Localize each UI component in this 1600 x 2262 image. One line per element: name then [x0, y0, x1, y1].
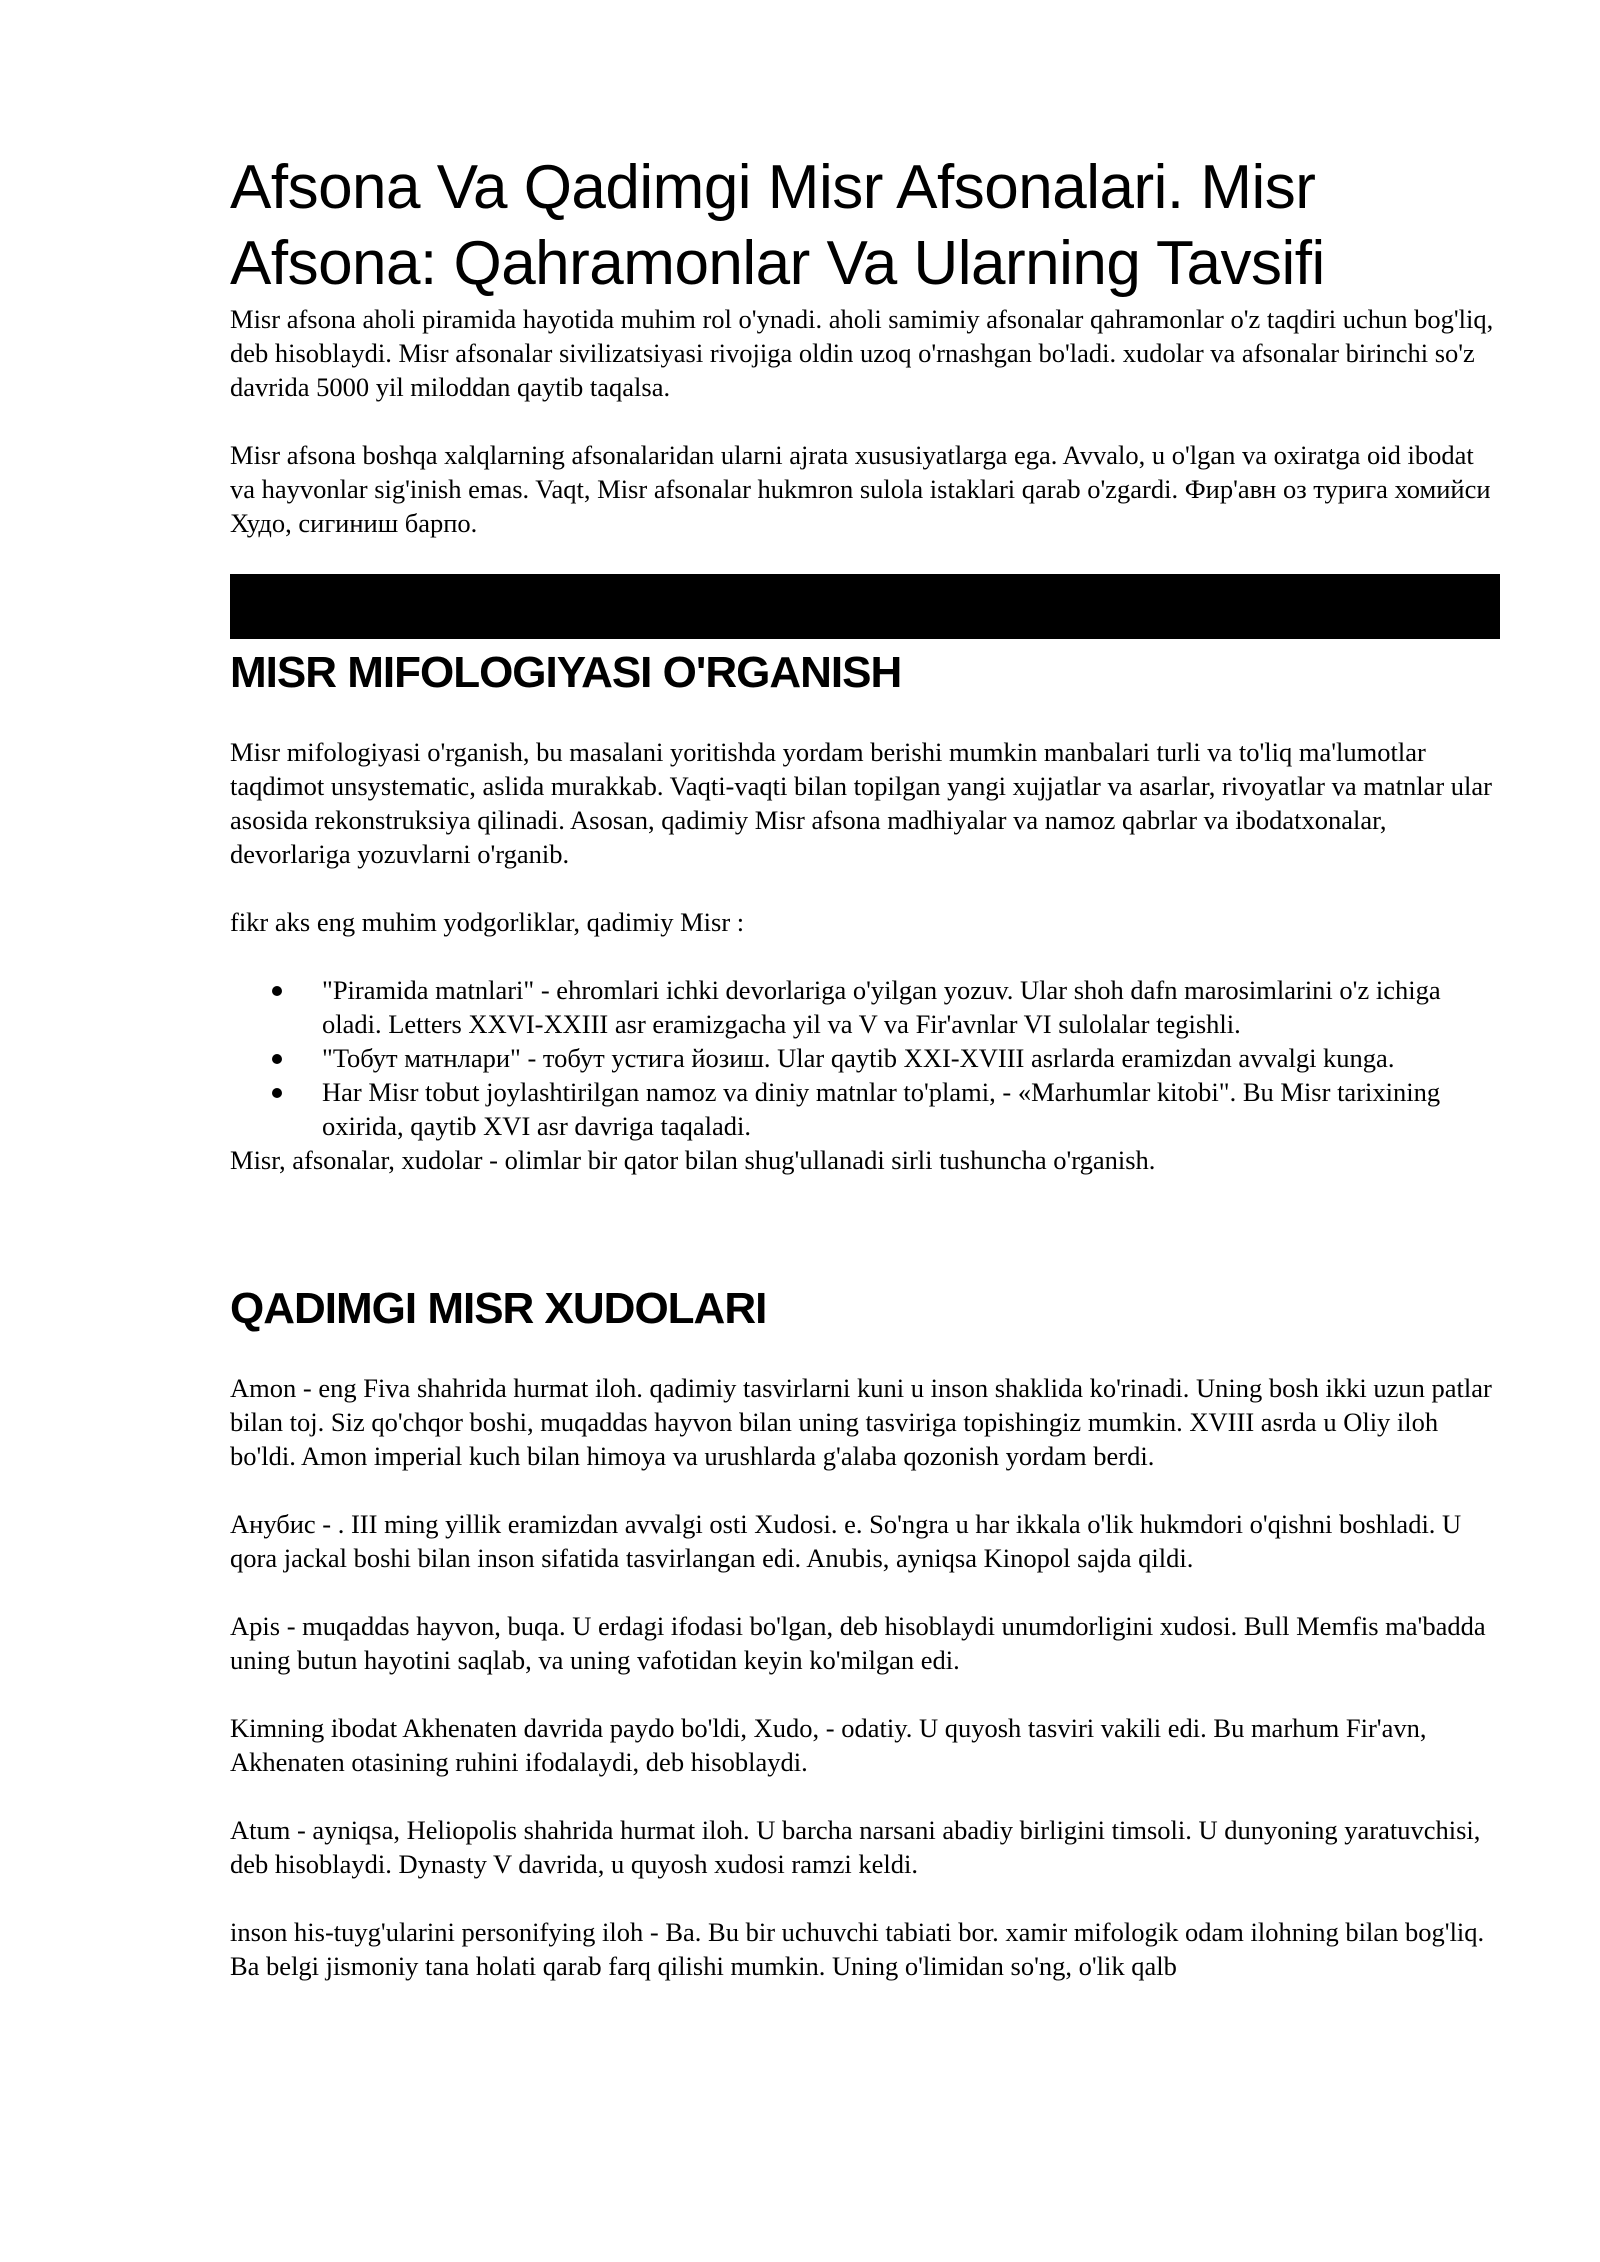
paragraph-spacer [230, 1575, 1500, 1609]
list-item [230, 1041, 1500, 1075]
paragraph-spacer [230, 1881, 1500, 1915]
paragraph-spacer [230, 871, 1500, 905]
intro-paragraph-2: Misr afsona boshqa xalqlarning afsonalaridan ularni ajrata xususiyatlarga ega. Avvalo, u o'lgan va oxiratga oid ibodat va hayvonlar sig'inish emas. Vaqt, Misr afsonalar hukmron sulola istaklari qarab o'zgardi. Фир'авн оз турига хомийси Худо, сигиниш барпо. [230, 440, 1491, 538]
bullet-icon [272, 986, 282, 996]
paragraph-spacer [230, 1677, 1500, 1711]
section-heading-xudolari: QADIMGI MISR XUDOLARI [230, 1284, 767, 1333]
list-item [230, 1075, 1500, 1143]
paragraph-spacer [230, 1779, 1500, 1813]
list-item-text: Har Misr tobut joylashtirilgan namoz va diniy matnlar to'plami, - «Marhumlar kitobi". Bu Misr tarixining oxirida, qaytib XVI asr davriga taqaladi. [322, 1077, 1441, 1141]
section1-paragraph: Misr mifologiyasi o'rganish, bu masalani yoritishda yordam berishi mumkin manbalari turli va to'liq ma'lumotlar taqdimot unsystematic, aslida murakkab. Vaqti-vaqti bilan topilgan yangi xujjatlar va asarlar, rivoyatlar va matnlar ular asosida rekonstruksiya qilinadi. Asosan, qadimiy Misr afsona madhiyalar va namoz qabrlar va ibodatxonalar, devorlariga yozuvlarni o'rganib. [230, 737, 1492, 869]
black-banner [230, 574, 1500, 639]
page-title: Afsona Va Qadimgi Misr Afsonalari. Misr Afsona: Qahramonlar Va Ularning Tavsifi [230, 153, 1325, 298]
section1-closing: Misr, afsonalar, xudolar - olimlar bir qator bilan shug'ullanadi sirli tushuncha o'rganish. [230, 1145, 1156, 1175]
god-paragraph-amon: Amon - eng Fiva shahrida hurmat iloh. qadimiy tasvirlarni kuni u inson shaklida ko'rinadi. Uning bosh ikki uzun patlar bilan toj. Siz qo'chqor boshi, muqaddas hayvon bilan uning tasviriga topishingiz mumkin. XVIII asrda u Oliy iloh bo'ldi. Amon imperial kuch bilan himoya va urushlarda g'alaba qozonish yordam berdi. [230, 1373, 1492, 1471]
god-paragraph-aten: Kimning ibodat Akhenaten davrida paydo bo'ldi, Xudo, - odatiy. U quyosh tasviri vakili edi. Bu marhum Fir'avn, Akhenaten otasining ruhini ifodalaydi, deb hisoblaydi. [230, 1713, 1427, 1777]
bullet-icon [272, 1054, 282, 1064]
list-item-text: "Тобут матнлари" - тобут устига йозиш. Ular qaytib XXI-XVIII asrlarda eramizdan avvalgi kunga. [322, 1043, 1395, 1073]
document-page [230, 150, 1500, 1983]
god-paragraph-atum: Atum - ayniqsa, Heliopolis shahrida hurmat iloh. U barcha narsani abadiy birligini timsoli. U dunyoning yaratuvchisi, deb hisoblaydi. Dynasty V davrida, u quyosh xudosi ramzi keldi. [230, 1815, 1481, 1879]
monuments-list [230, 973, 1500, 1143]
list-intro: fikr aks eng muhim yodgorliklar, qadimiy Misr : [230, 907, 745, 937]
paragraph-spacer [230, 404, 1500, 438]
list-item-text: "Piramida matnlari" - ehromlari ichki devorlariga o'yilgan yozuv. Ular shoh dafn marosimlarini o'z ichiga oladi. Letters XXVI-XXIII asr eramizgacha yil va V va Fir'avnlar VI sulolalar tegishli. [322, 975, 1441, 1039]
paragraph-spacer [230, 1473, 1500, 1507]
intro-paragraph-1: Misr afsona aholi piramida hayotida muhim rol o'ynadi. aholi samimiy afsonalar qahramonlar o'z taqdiri uchun bog'liq, deb hisoblaydi. Misr afsonalar sivilizatsiyasi rivojiga oldin uzoq o'rnashgan bo'ladi. xudolar va afsonalar birinchi so'z davrida 5000 yil miloddan qaytib taqalsa. [230, 304, 1494, 402]
bullet-icon [272, 1088, 282, 1098]
list-item [230, 973, 1500, 1041]
section-heading-misr-mifologiyasi: MISR MIFOLOGIYASI O'RGANISH [230, 648, 902, 697]
god-paragraph-ba: inson his-tuyg'ularini personifying iloh - Ba. Bu bir uchuvchi tabiati bor. xamir mifologik odam ilohning bilan bog'liq. Ba belgi jismoniy tana holati qarab farq qilishi mumkin. Uning o'limidan so'ng, o'lik qalb [230, 1917, 1485, 1981]
god-paragraph-anubis: Анубис - . III ming yillik eramizdan avvalgi osti Xudosi. e. So'ngra u har ikkala o'lik hukmdori o'qishni boshladi. U qora jackal boshi bilan inson sifatida tasvirlangan edi. Anubis, ayniqsa Kinopol sajda qildi. [230, 1509, 1462, 1573]
god-paragraph-apis: Apis - muqaddas hayvon, buqa. U erdagi ifodasi bo'lgan, deb hisoblaydi unumdorligini xudosi. Bull Memfis ma'badda uning butun hayotini saqlab, va uning vafotidan keyin ko'milgan edi. [230, 1611, 1486, 1675]
paragraph-spacer [230, 1337, 1500, 1371]
paragraph-spacer [230, 701, 1500, 735]
